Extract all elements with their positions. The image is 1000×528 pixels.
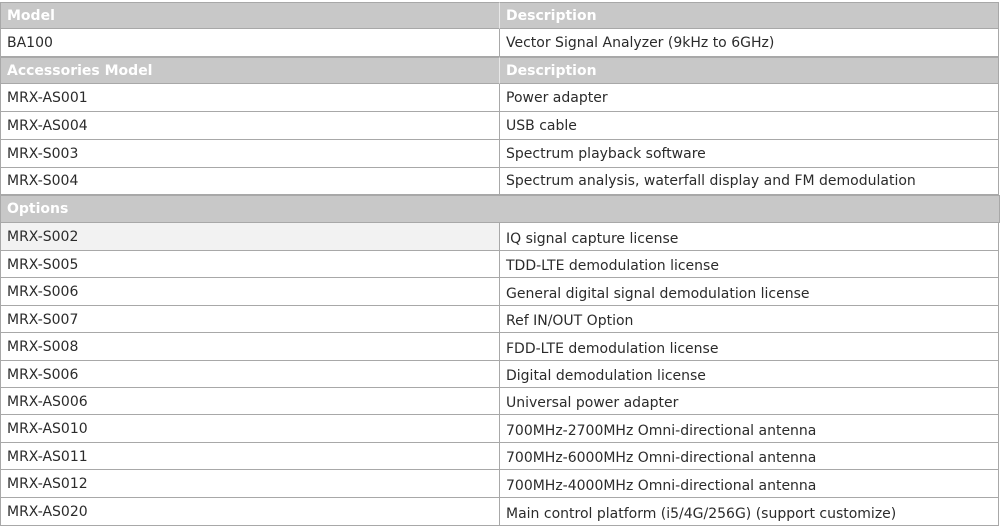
table-row: [0, 306, 1000, 333]
table-row: [0, 333, 1000, 361]
table-row: [0, 470, 1000, 498]
description-cell: TDD-LTE demodulation license: [500, 251, 999, 278]
model-cell: BA100: [0, 29, 500, 57]
table-row: [0, 29, 1000, 57]
model-cell: MRX-S005: [0, 251, 500, 278]
model-cell: MRX-S003: [0, 140, 500, 168]
model-cell: MRX-S007: [0, 306, 500, 333]
model-cell: MRX-S002: [0, 223, 500, 251]
table-row: [0, 361, 1000, 388]
table-row: [0, 112, 1000, 140]
table-row: [0, 168, 1000, 195]
description-cell: 700MHz-4000MHz Omni-directional antenna: [500, 470, 999, 498]
table-row: [0, 278, 1000, 306]
model-cell: MRX-AS010: [0, 415, 500, 443]
description-cell: FDD-LTE demodulation license: [500, 333, 999, 361]
table-header-row: [0, 2, 1000, 29]
table-row: [0, 498, 1000, 526]
header-description: Description: [500, 2, 999, 29]
table-row: [0, 443, 1000, 470]
model-cell: MRX-S004: [0, 168, 500, 195]
description-cell: Ref IN/OUT Option: [500, 306, 999, 333]
accessories-header-row: [0, 57, 1000, 84]
options-header-row: [0, 195, 1000, 223]
description-cell: Digital demodulation license: [500, 361, 999, 388]
model-cell: MRX-AS006: [0, 388, 500, 415]
model-cell: MRX-S008: [0, 333, 500, 361]
model-cell: MRX-S006: [0, 361, 500, 388]
options-label: Options: [0, 195, 1000, 223]
model-cell: MRX-AS020: [0, 498, 500, 526]
model-cell: MRX-AS001: [0, 84, 500, 112]
model-cell: MRX-AS011: [0, 443, 500, 470]
header-accessories-description: Description: [500, 57, 999, 84]
description-cell: IQ signal capture license: [500, 223, 999, 251]
description-cell: Power adapter: [500, 84, 999, 112]
description-cell: Vector Signal Analyzer (9kHz to 6GHz): [500, 29, 999, 57]
description-cell: 700MHz-2700MHz Omni-directional antenna: [500, 415, 999, 443]
table-row: [0, 84, 1000, 112]
table-row: [0, 223, 1000, 251]
description-cell: General digital signal demodulation license: [500, 278, 999, 306]
table-row: [0, 388, 1000, 415]
description-cell: Main control platform (i5/4G/256G) (support customize): [500, 498, 999, 526]
header-accessories-model: Accessories Model: [0, 57, 500, 84]
description-cell: 700MHz-6000MHz Omni-directional antenna: [500, 443, 999, 470]
description-cell: Universal power adapter: [500, 388, 999, 415]
table-row: [0, 140, 1000, 168]
model-cell: MRX-AS012: [0, 470, 500, 498]
description-cell: USB cable: [500, 112, 999, 140]
description-cell: Spectrum analysis, waterfall display and FM demodulation: [500, 168, 999, 195]
header-model: Model: [0, 2, 500, 29]
table-row: [0, 415, 1000, 443]
model-cell: MRX-S006: [0, 278, 500, 306]
model-cell: MRX-AS004: [0, 112, 500, 140]
description-cell: Spectrum playback software: [500, 140, 999, 168]
table-row: [0, 251, 1000, 278]
